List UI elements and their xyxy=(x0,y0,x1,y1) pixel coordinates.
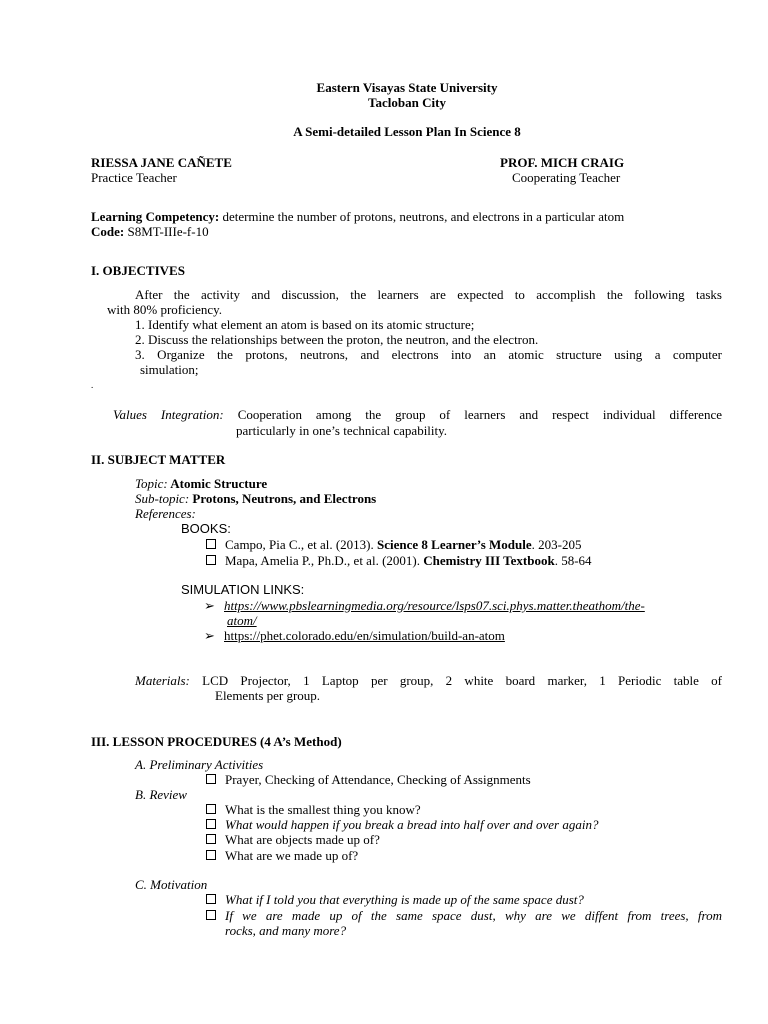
phet-link[interactable]: https://phet.colorado.edu/en/simulation/build-an-atom xyxy=(224,628,505,643)
objective-item-1: 1. Identify what element an atom is based on its atomic structure; xyxy=(135,317,475,332)
preliminary-activities-label: A. Preliminary Activities xyxy=(135,757,264,772)
subject-matter-heading: II. SUBJECT MATTER xyxy=(91,452,226,467)
values-label: Values Integration: xyxy=(113,407,224,422)
checkbox-bullet-icon xyxy=(206,834,216,844)
motivation-item-1-text: What if I told you that everything is made up of the same space dust? xyxy=(225,892,584,907)
preliminary-activities-item xyxy=(206,772,531,787)
simulation-link-2[interactable] xyxy=(204,628,505,643)
pbs-link-line1[interactable]: https://www.pbslearningmedia.org/resource/lsps07.sci.phys.matter.theathom/the- xyxy=(224,598,645,613)
cooperating-teacher-name: PROF. MICH CRAIG xyxy=(500,155,625,170)
values-text: Cooperation among the group of learners and respect individual difference xyxy=(223,407,722,422)
objective-item-2: 2. Discuss the relationships between the proton, the neutron, and the electron. xyxy=(135,332,539,347)
materials-line2: Elements per group. xyxy=(215,688,321,703)
arrow-bullet-icon: ➢ xyxy=(204,628,215,643)
review-item-4-text: What are we made up of? xyxy=(225,848,359,863)
materials-label: Materials: xyxy=(135,673,190,688)
simulation-link-1[interactable] xyxy=(204,598,645,613)
competency-label: Learning Competency: xyxy=(91,209,220,224)
competency-text: determine the number of protons, neutrons, and electrons in a particular atom xyxy=(219,209,625,224)
book1-pages: . 203-205 xyxy=(531,537,582,552)
code-label: Code: xyxy=(91,224,125,239)
checkbox-bullet-icon xyxy=(206,555,216,565)
review-item-2 xyxy=(206,817,598,832)
review-item-1-text: What is the smallest thing you know? xyxy=(225,802,421,817)
motivation-item-2-bullet xyxy=(206,908,225,923)
competency-code xyxy=(91,224,209,239)
arrow-bullet-icon: ➢ xyxy=(204,598,215,613)
book-reference-2 xyxy=(206,553,592,568)
motivation-item-2-line1: If we are made up of the same space dust, why are we diffent from trees, from xyxy=(225,908,722,923)
city-name: Tacloban City xyxy=(368,95,446,110)
code-value: S8MT-IIIe-f-10 xyxy=(124,224,209,239)
pbs-link-line2[interactable]: atom/ xyxy=(227,613,257,628)
book2-title: Chemistry III Textbook xyxy=(423,553,555,568)
sub-topic xyxy=(135,491,376,506)
motivation-label: C. Motivation xyxy=(135,877,208,892)
references-label: References: xyxy=(135,506,196,521)
motivation-item-2-line2: rocks, and many more? xyxy=(225,923,347,938)
simulation-links-label: SIMULATION LINKS: xyxy=(181,582,305,597)
checkbox-bullet-icon xyxy=(206,910,216,920)
objectives-heading: I. OBJECTIVES xyxy=(91,263,185,278)
book1-title: Science 8 Learner’s Module xyxy=(377,537,532,552)
preliminary-item-text: Prayer, Checking of Attendance, Checking of Assignments xyxy=(225,772,531,787)
checkbox-bullet-icon xyxy=(206,850,216,860)
cooperating-teacher-role: Cooperating Teacher xyxy=(512,170,621,185)
lesson-plan-title: A Semi-detailed Lesson Plan In Science 8 xyxy=(293,124,521,139)
checkbox-bullet-icon xyxy=(206,539,216,549)
book-reference-1 xyxy=(206,537,582,552)
values-integration-line2: particularly in one’s technical capability. xyxy=(236,423,448,438)
practice-teacher-role: Practice Teacher xyxy=(91,170,177,185)
university-name: Eastern Visayas State University xyxy=(316,80,498,95)
book2-author: Mapa, Amelia P., Ph.D., et al. (2001). xyxy=(225,553,424,568)
review-item-1 xyxy=(206,802,421,817)
materials-text: LCD Projector, 1 Laptop per group, 2 white board marker, 1 Periodic table of xyxy=(189,673,722,688)
book2-pages: . 58-64 xyxy=(554,553,592,568)
checkbox-bullet-icon xyxy=(206,774,216,784)
subtopic-label: Sub-topic: xyxy=(135,491,190,506)
subtopic-value: Protons, Neutrons, and Electrons xyxy=(189,491,377,506)
practice-teacher-name: RIESSA JANE CAÑETE xyxy=(91,155,232,170)
review-item-2-text: What would happen if you break a bread into half over and over again? xyxy=(225,817,599,832)
materials-line1 xyxy=(135,673,722,688)
values-integration-line1 xyxy=(113,407,722,422)
learning-competency xyxy=(91,209,624,224)
topic-value: Atomic Structure xyxy=(167,476,268,491)
topic-label: Topic: xyxy=(135,476,168,491)
book1-author: Campo, Pia C., et al. (2013). xyxy=(225,537,378,552)
objective-item-3-line1: 3. Organize the protons, neutrons, and electrons into an atomic structure using a computer xyxy=(135,347,722,362)
topic xyxy=(135,476,267,491)
books-label: BOOKS: xyxy=(181,521,231,536)
motivation-item-1 xyxy=(206,892,584,907)
stray-dot: . xyxy=(91,380,94,390)
checkbox-bullet-icon xyxy=(206,804,216,814)
objectives-intro-line2: with 80% proficiency. xyxy=(107,302,223,317)
review-label: B. Review xyxy=(135,787,187,802)
checkbox-bullet-icon xyxy=(206,819,216,829)
lesson-procedures-heading: III. LESSON PROCEDURES (4 A’s Method) xyxy=(91,734,342,749)
checkbox-bullet-icon xyxy=(206,894,216,904)
review-item-4 xyxy=(206,848,358,863)
review-item-3-text: What are objects made up of? xyxy=(225,832,380,847)
objectives-intro-line1: After the activity and discussion, the learners are expected to accomplish the following tasks xyxy=(135,287,722,302)
review-item-3 xyxy=(206,832,380,847)
objective-item-3-line2: simulation; xyxy=(140,362,199,377)
